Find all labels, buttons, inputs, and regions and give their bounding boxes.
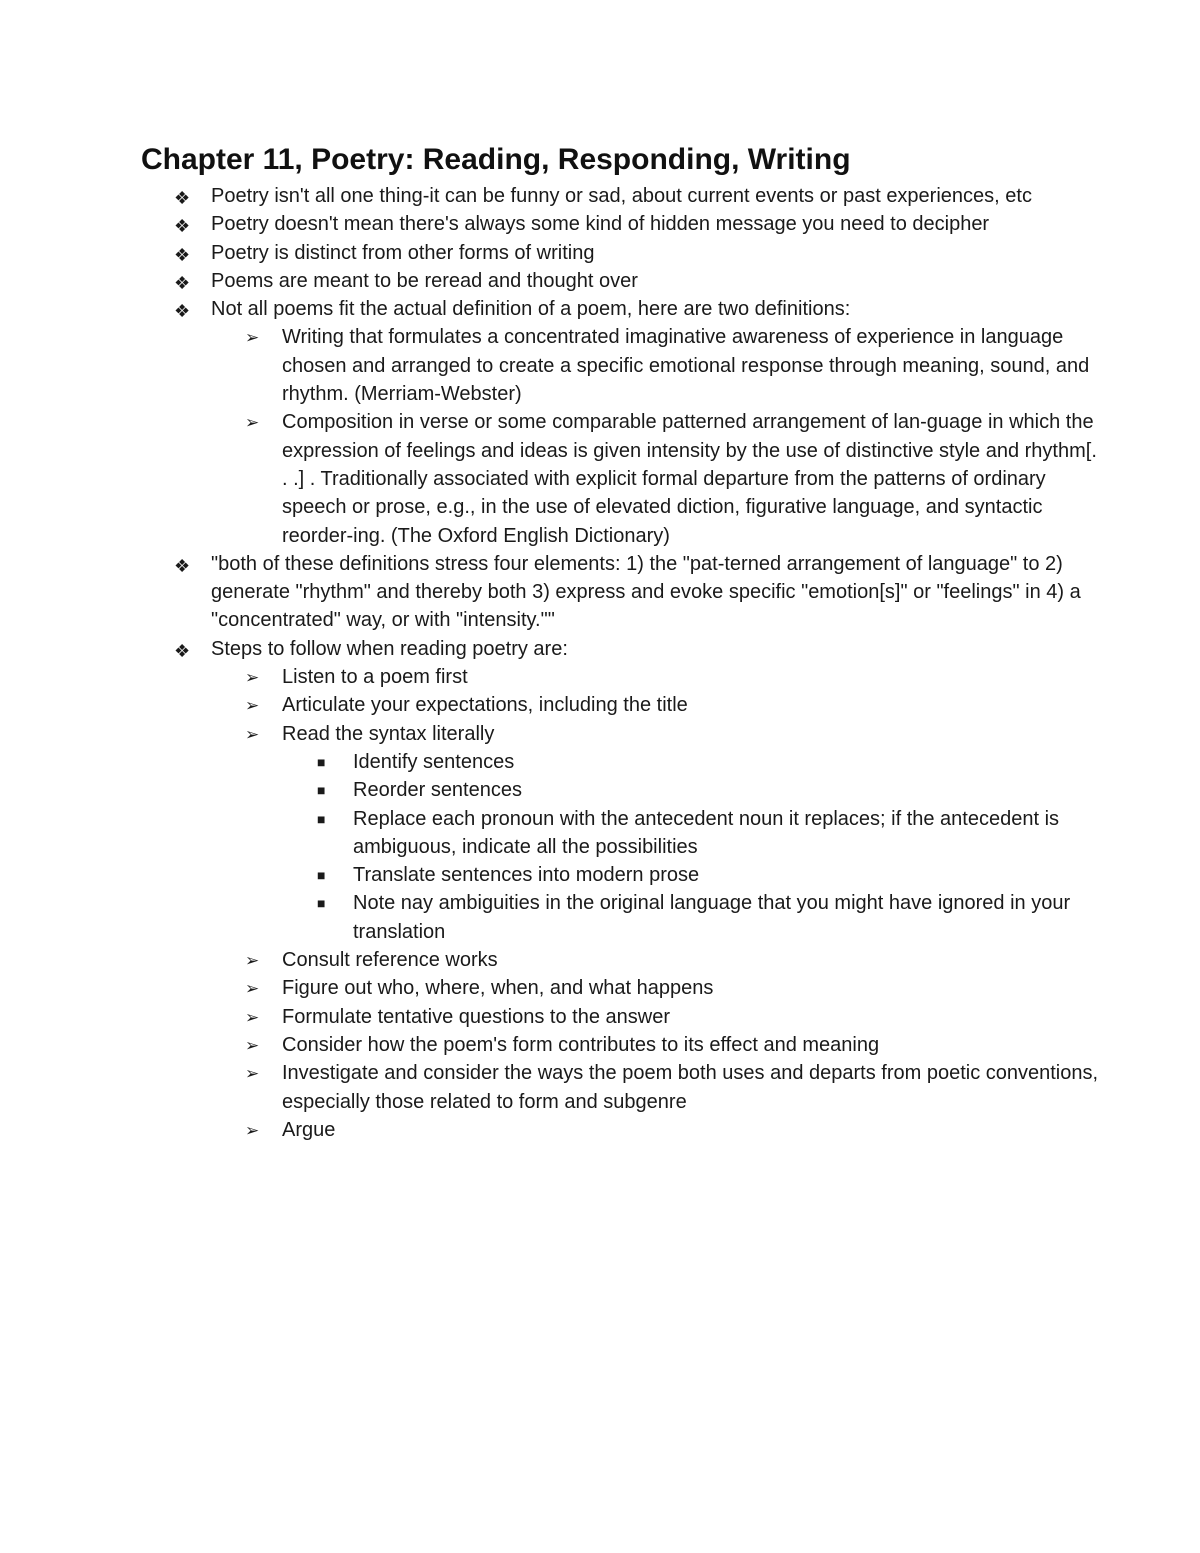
list-item-text: Poetry isn't all one thing-it can be funny or sad, about current events or past experiences, etc bbox=[211, 185, 1032, 207]
square-bullet-icon: ■ bbox=[317, 895, 326, 912]
arrow-bullet-icon: ➢ bbox=[245, 413, 260, 433]
diamond-bullet-icon: ❖ bbox=[174, 216, 191, 237]
sub-sub-list-item bbox=[282, 776, 1100, 804]
sub-list-item-text: Writing that formulates a concentrated imaginative awareness of experience in language chosen and arranged to create a specific emotional response through meaning, sound, and rhythm. (Merriam-Webster) bbox=[282, 326, 1090, 406]
sub-sub-list-item-text: Reorder sentences bbox=[353, 779, 522, 802]
sub-list-item-text: Argue bbox=[282, 1118, 336, 1141]
list-item bbox=[0, 239, 1200, 267]
arrow-bullet-icon: ➢ bbox=[245, 724, 260, 744]
sub-list-item bbox=[211, 974, 1100, 1002]
sub-list-item bbox=[211, 408, 1100, 549]
square-bullet-icon: ■ bbox=[317, 753, 326, 770]
diamond-bullet-icon: ❖ bbox=[174, 301, 191, 322]
diamond-bullet-icon: ❖ bbox=[174, 555, 191, 576]
list-item-text: Poetry is distinct from other forms of writing bbox=[211, 241, 595, 264]
diamond-bullet-icon: ❖ bbox=[174, 244, 191, 265]
sub-sub-list-item-text: Translate sentences into modern prose bbox=[353, 864, 700, 887]
list-item-text: Steps to follow when reading poetry are: bbox=[211, 637, 568, 660]
square-bullet-icon: ■ bbox=[317, 782, 326, 799]
arrow-bullet-icon: ➢ bbox=[245, 951, 260, 971]
square-bullet-icon: ■ bbox=[317, 810, 326, 827]
sub-list-item-text: Composition in verse or some comparable patterned arrangement of lan-guage in which the expression of feelings and ideas is given intensity by the use of distinctive style and rhythm[. . .] . Traditionally associated with explicit formal departure from the patterns of ordinary speech or prose, e.g., in the use of elevated diction, figurative language, and syntactic reorder-ing. (The Oxford English Dictionary) bbox=[282, 411, 1097, 547]
list-item-text: Not all poems fit the actual definition of a poem, here are two definitions: bbox=[211, 298, 851, 321]
arrow-bullet-icon: ➢ bbox=[245, 668, 260, 688]
arrow-bullet-icon: ➢ bbox=[245, 1120, 260, 1140]
sub-list-item bbox=[211, 720, 1100, 946]
list-item bbox=[0, 295, 1200, 550]
list-item bbox=[0, 267, 1200, 295]
sub-list-item-text: Formulate tentative questions to the answer bbox=[282, 1005, 670, 1028]
square-bullet-icon: ■ bbox=[317, 867, 326, 884]
sub-sub-list-item-text: Identify sentences bbox=[353, 750, 515, 773]
sub-list-item-text: Listen to a poem first bbox=[282, 666, 468, 689]
sub-list-item bbox=[211, 1031, 1100, 1059]
list-item-text: "both of these definitions stress four elements: 1) the "pat-terned arrangement of language" to 2) generate "rhythm" and thereby both 3) express and evoke specific "emotion[s]" or "feelings" in 4) a "concentrated" way, or with "intensity."" bbox=[211, 552, 1081, 632]
list-item bbox=[0, 635, 1200, 1144]
sub-list-item-text: Figure out who, where, when, and what happens bbox=[282, 977, 714, 1000]
sub-sub-list-item-text: Replace each pronoun with the antecedent noun it replaces; if the antecedent is ambiguous, indicate all the possibilities bbox=[353, 807, 1060, 858]
arrow-bullet-icon: ➢ bbox=[245, 1064, 260, 1084]
sub-list bbox=[211, 663, 1100, 1144]
sub-list-item bbox=[211, 691, 1100, 719]
notes-content bbox=[0, 182, 1200, 1144]
arrow-bullet-icon: ➢ bbox=[245, 1035, 260, 1055]
sub-list-item-text: Consider how the poem's form contributes to its effect and meaning bbox=[282, 1033, 880, 1056]
sub-list-item bbox=[211, 1003, 1100, 1031]
sub-sub-list-item bbox=[282, 748, 1100, 776]
sub-sub-list-item-text: Note nay ambiguities in the original language that you might have ignored in your translation bbox=[353, 892, 1071, 943]
arrow-bullet-icon: ➢ bbox=[245, 1007, 260, 1027]
list-item bbox=[0, 210, 1200, 238]
sub-sub-list-item bbox=[282, 861, 1100, 889]
page-title: Chapter 11, Poetry: Reading, Responding, Writing bbox=[141, 143, 851, 176]
diamond-bullet-icon: ❖ bbox=[174, 188, 191, 208]
sub-sub-list-item bbox=[282, 889, 1100, 946]
sub-list-item-text: Read the syntax literally bbox=[282, 722, 495, 745]
arrow-bullet-icon: ➢ bbox=[245, 979, 260, 999]
diamond-bullet-icon: ❖ bbox=[174, 640, 191, 661]
sub-list-item-text: Consult reference works bbox=[282, 949, 498, 972]
sub-list-item-text: Articulate your expectations, including the title bbox=[282, 694, 688, 717]
diamond-bullet-icon: ❖ bbox=[174, 272, 191, 293]
sub-list-item bbox=[211, 323, 1100, 408]
list-item-text: Poems are meant to be reread and thought over bbox=[211, 269, 638, 292]
arrow-bullet-icon: ➢ bbox=[245, 328, 260, 348]
sub-sub-list bbox=[282, 748, 1100, 946]
bullet-list bbox=[0, 182, 1200, 1144]
sub-list-item bbox=[211, 1059, 1100, 1116]
sub-list-item bbox=[211, 946, 1100, 974]
sub-list-item bbox=[211, 1116, 1100, 1144]
sub-list-item-text: Investigate and consider the ways the poem both uses and departs from poetic conventions, especially those related to form and subgenre bbox=[282, 1062, 1099, 1113]
list-item-text: Poetry doesn't mean there's always some kind of hidden message you need to decipher bbox=[211, 213, 990, 236]
arrow-bullet-icon: ➢ bbox=[245, 696, 260, 716]
sub-sub-list-item bbox=[282, 805, 1100, 862]
sub-list bbox=[211, 323, 1100, 549]
list-item bbox=[0, 550, 1200, 635]
list-item bbox=[0, 182, 1200, 210]
sub-list-item bbox=[211, 663, 1100, 691]
